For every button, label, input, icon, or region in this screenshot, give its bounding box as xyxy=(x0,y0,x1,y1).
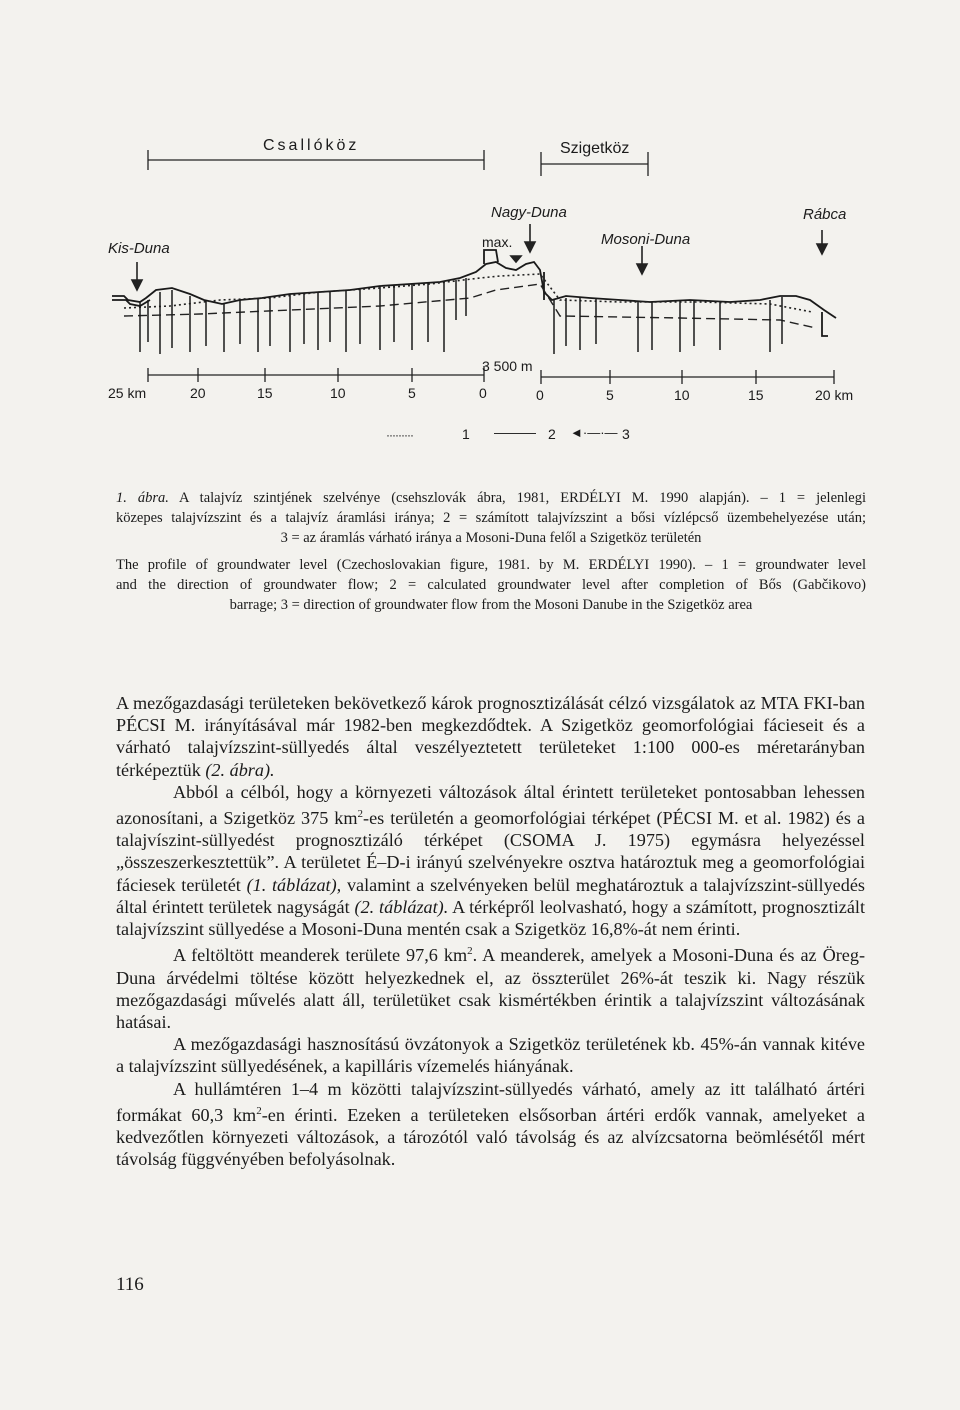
max-label: max. xyxy=(482,234,513,250)
legend-number: 3 xyxy=(622,426,630,442)
river-label-mosoni-duna: Mosoni-Duna xyxy=(601,231,691,248)
paragraph: A mezőgazdasági hasznosítású övzátonyok a Szigetköz területének kb. 45%-án vannak kitéve a talajvízszint süllyedésének, a kapilláris vízemelés hiányának. xyxy=(116,1034,865,1077)
axis-label: 15 xyxy=(748,387,764,403)
river-arrows xyxy=(132,224,827,290)
legend-symbol-dashed: ——— xyxy=(494,424,536,440)
legend-symbol-arrow: ◄·—·— xyxy=(570,425,618,440)
scale-label: 3 500 m xyxy=(482,358,533,374)
region-label-szigetkoz: Szigetköz xyxy=(560,140,630,157)
body-text xyxy=(116,692,865,1170)
axis-label: 15 xyxy=(257,385,273,401)
axis-label: 10 xyxy=(674,387,690,403)
river-label-rabca: Rábca xyxy=(803,206,847,223)
region-label-csallokoz: Csallóköz xyxy=(263,137,360,154)
axis-label: 0 xyxy=(479,385,487,401)
legend-number: 2 xyxy=(548,426,556,442)
figure-ref: 1. ábra. xyxy=(116,490,169,506)
axis-label: 5 xyxy=(408,385,416,401)
axis-label: 10 xyxy=(330,385,346,401)
river-label-nagy-duna: Nagy-Duna xyxy=(491,204,567,221)
axis-label: 20 xyxy=(190,385,206,401)
axis-label: 25 km xyxy=(108,385,147,401)
groundwater-profile-figure xyxy=(0,0,960,470)
figure-caption-english: The profile of groundwater level (Czechoslovakian figure, 1981. by M. ERDÉLYI 1990). – 1 = groundwater level and the direction of groundwater flow; 2 = calculated groundwater level after completion of Bős (Gabčikovo) barrage; 3 = direction of groundwater flow from the Mosoni Danube in the Szigetköz area xyxy=(116,557,866,613)
page-number: 116 xyxy=(116,1274,144,1295)
paragraph: A mezőgazdasági területeken bekövetkező károk prognosztizálását célzó vizsgálatok az MTA FKI-ban PÉCSI M. irányításával már 1982-ben megkezdődtek. A Szigetköz geomorfológiai fácieseit és a várható talajvízszint-süllyedés által veszélyeztetett területeket 1:100 000-es méretarányban térképeztük (2. ábra). xyxy=(116,693,865,780)
calculated-groundwater-line xyxy=(124,284,816,328)
paragraph: Abból a célból, hogy a környezeti változások által érintett területeket pontosabban lehessen azonosítani, a Szigetköz 375 $km^2-es$ területén a geomorfológiai térképet (PÉCSI M. et al. 1982) és a talajvíszint-süllyedést prognosztizáló térképet (CSOMA J. 1975) egymásra helyezéssel „összeszerkesztettük”. A területet É–D-i irányú szelvényekre osztva határoztuk meg a geomorfológiai fáciesek területét (1. táblázat), valamint a szelvényeken belül meghatároztuk a talajvízszint-süllyedés által érintett területek nagyságát (2. táblázat). A térképről leolvasható, hogy a számított, prognosztizált talajvízszint süllyedése a Mosoni-Duna mentén csak a Szigetköz 16,8%-át nem érinti. xyxy=(116,781,866,940)
current-groundwater-line xyxy=(124,274,812,312)
terrain-profile xyxy=(112,250,836,336)
well-lines xyxy=(140,278,782,354)
paragraph: A feltöltött meanderek területe 97,6 $km^2$. A meanderek, amelyek a Mosoni-Duna és az Öreg-Duna árvédelmi töltése között helyezkednek el, az összterület 26%-át teszik ki. Nagy részük mezőgazdasági művelés alatt áll, területüket csak kismértékben érintik a talajvízszint változásának hatásai. xyxy=(116,945,866,1032)
axis-label: 5 xyxy=(606,387,614,403)
legend-symbol-dotted: ········· xyxy=(386,428,413,442)
paragraph: A hullámtéren 1–4 m közötti talajvízszint-süllyedés várható, amely az itt található ártéri formákat 60,3 $km^2-en$ érinti. Ezeken a területeken elsősorban ártéri erdők vannak, amelyeket a kedvezőtlen környezeti változások, a tározótól való távolság és az alvízcsatorna beömlésétől mért távolság függvényében befolyásolnak. xyxy=(116,1078,865,1170)
legend-number: 1 xyxy=(462,426,470,442)
river-label-kis-duna: Kis-Duna xyxy=(108,240,170,257)
figure-caption-hungarian: 1. ábra. A talajvíz szintjének szelvénye (csehszlovák ábra, 1981, ERDÉLYI M. 1990 alapján). – 1 = jelenlegi közepes talajvízszint és a talajvíz áramlási iránya; 2 = számított talajvízszint a bősi vízlépcső üzembehelyezése után; 3 = az áramlás várható iránya a Mosoni-Duna felől a Szigetköz területén xyxy=(116,490,866,546)
axis-label: 20 km xyxy=(815,387,854,403)
axis-label: 0 xyxy=(536,387,544,403)
